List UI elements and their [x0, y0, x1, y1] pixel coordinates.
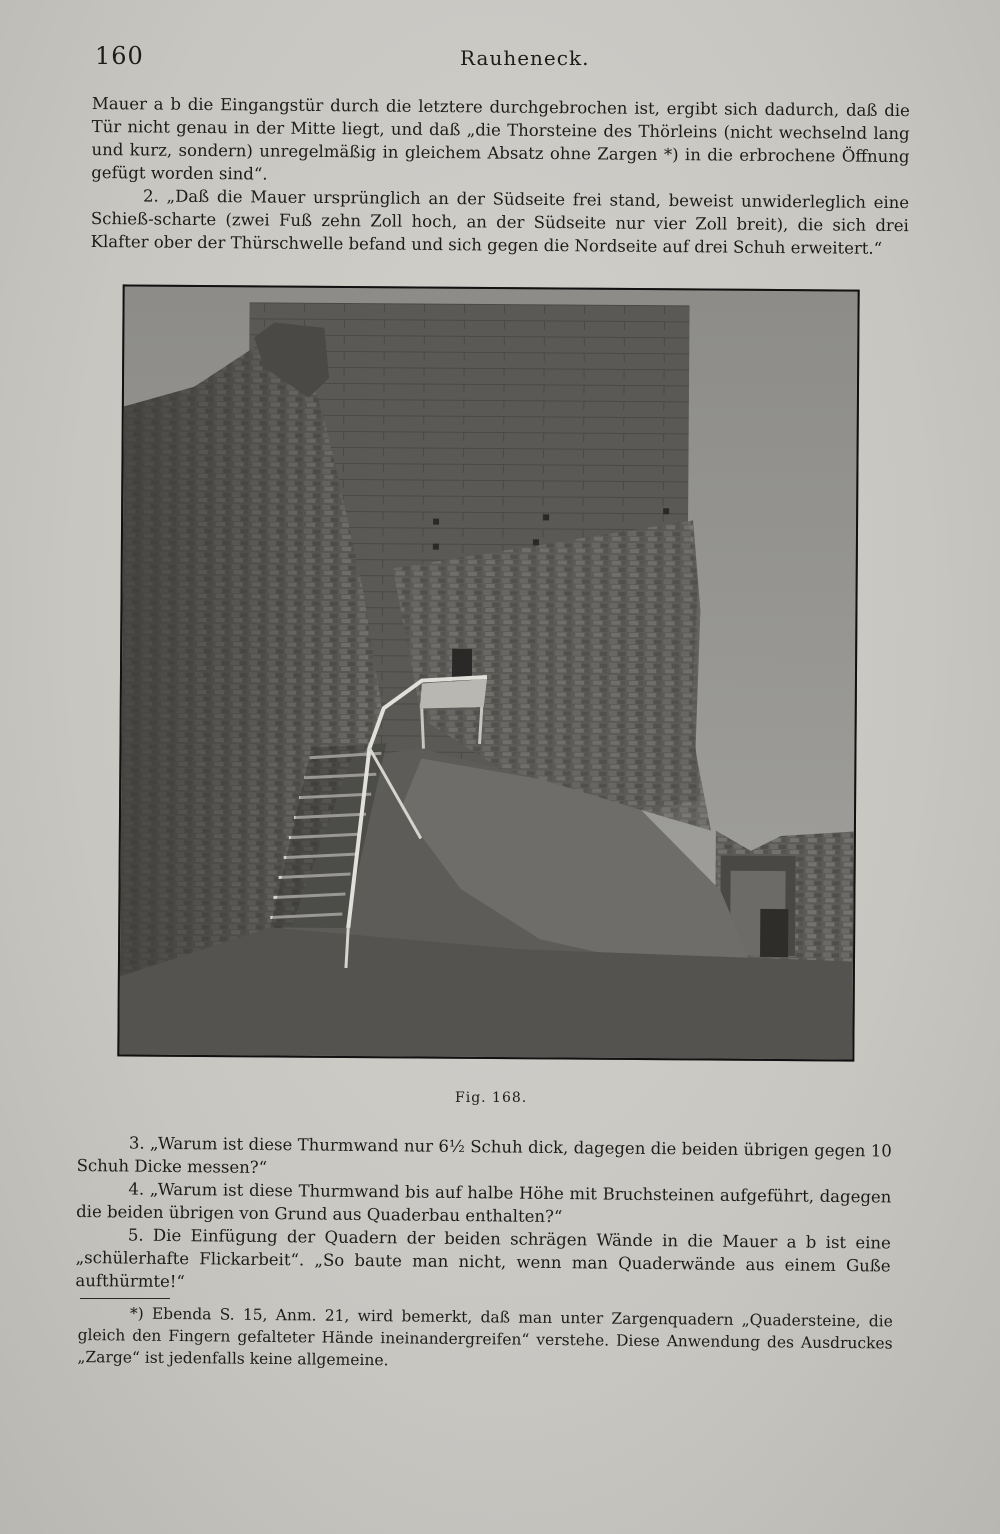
footnote-rule	[80, 1298, 170, 1299]
figure-caption: Fig. 168.	[455, 1090, 528, 1106]
castle-ruin-photo	[119, 286, 857, 1059]
paragraph: 2. „Daß die Mauer ursprünglich an der Südseite frei stand, beweist unwiderleglich eine Schieß-scharte (zwei Fuß zehn Zoll hoch, an der Südseite nur vier Zoll breit), die sich drei Klafter ober der Thürschwelle befand und sich gegen die Nordseite auf drei Schuh erweitert.“	[90, 186, 910, 258]
running-head: Rauheneck.	[460, 46, 590, 70]
figure-photograph	[117, 284, 859, 1061]
paragraph: 4. „Warum ist diese Thurmwand bis auf halbe Höhe mit Bruchsteinen aufgeführt, dagegen die beiden übrigen von Grund aus Quaderbau enthalten?“	[76, 1179, 892, 1227]
paragraph: 5. Die Einfügung der Quadern der beiden schrägen Wände in die Mauer a b ist eine „schülerhafte Flickarbeit“. „So baute man nicht, wenn man Quaderwände aus einem Guße aufthürmte!“	[75, 1225, 891, 1292]
paragraph: Mauer a b die Eingangstür durch die letztere durchgebrochen ist, ergibt sich dadurch, daß die Tür nicht genau in der Mitte liegt, und daß „die Thorsteine des Thörleins (nicht wechselnd lang und kurz, sondern) unregelmäßig in gleichem Absatz ohne Zargen *) in die erbrochene Öffnung gefügt worden sind“.	[91, 93, 910, 184]
paragraph: 3. „Warum ist diese Thurmwand nur 6½ Schuh dick, dagegen die beiden übrigen gegen 10 Schuh Dicke messen?“	[76, 1133, 892, 1177]
footnote-text: *) Ebenda S. 15, Anm. 21, wird bemerkt, daß man unter Zargenquadern „Quadersteine, die gleich den Fingern gefalteter Hände ineinandergreifen“ verstehe. Diese Anwendung des Ausdruckes „Zarge“ ist jedenfalls keine allgemeine.	[77, 1304, 893, 1370]
footnote	[77, 1302, 893, 1377]
bottom-text-block	[75, 1131, 892, 1301]
page-number: 160	[95, 42, 144, 70]
page-header	[95, 42, 900, 82]
top-text-block	[91, 92, 910, 260]
